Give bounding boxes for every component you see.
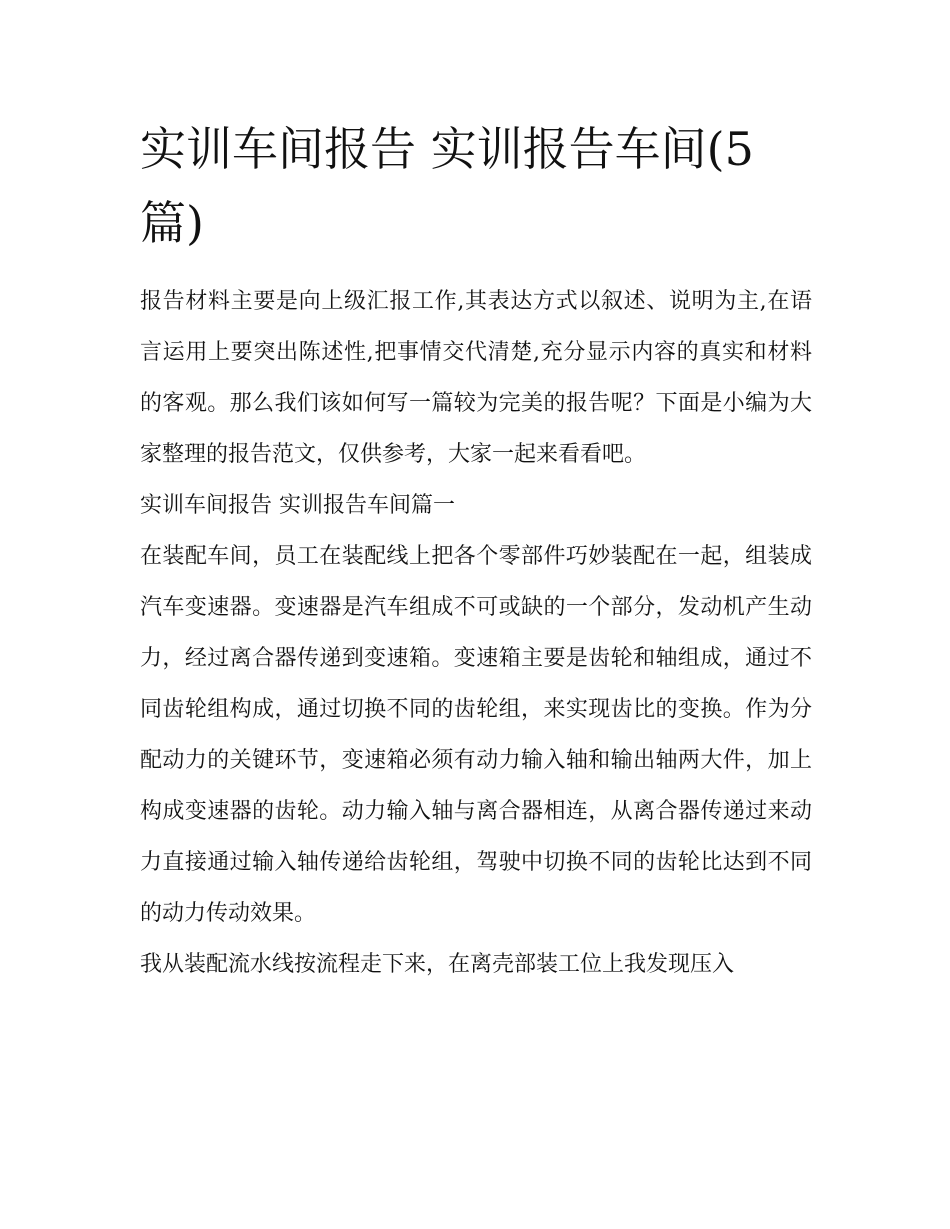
body-paragraph: 我从装配流水线按流程走下来，在离壳部装工位上我发现压入 bbox=[140, 952, 735, 977]
body-paragraph: 在装配车间，员工在装配线上把各个零部件巧妙装配在一起，组装成汽车变速器。变速器是汽车组成不可或缺的一个部分，发动机产生动力，经过离合器传递到变速箱。变速箱主要是齿轮和轴组成，通过不同齿轮组构成，通过切换不同的齿轮组，来实现齿比的变换。作为分配动力的关键环节，变速箱必须有动力输入轴和输出轴两大件，加上构成变速器的齿轮。动力输入轴与离合器相连，从离合器传递过来动力直接通过输入轴传递给齿轮组，驾驶中切换不同的齿轮比达到不同的动力传动效果。 bbox=[140, 544, 812, 926]
section-heading: 实训车间报告 实训报告车间篇一 bbox=[140, 493, 455, 518]
document-page bbox=[140, 112, 812, 990]
intro-paragraph: 报告材料主要是向上级汇报工作,其表达方式以叙述、说明为主,在语言运用上要突出陈述性,把事情交代清楚,充分显示内容的真实和材料的客观。那么我们该如何写一篇较为完美的报告呢？下面是小编为大家整理的报告范文，仅供参考，大家一起来看看吧。 bbox=[140, 289, 812, 467]
document-title: 实训车间报告 实训报告车间(5篇) bbox=[140, 122, 754, 250]
